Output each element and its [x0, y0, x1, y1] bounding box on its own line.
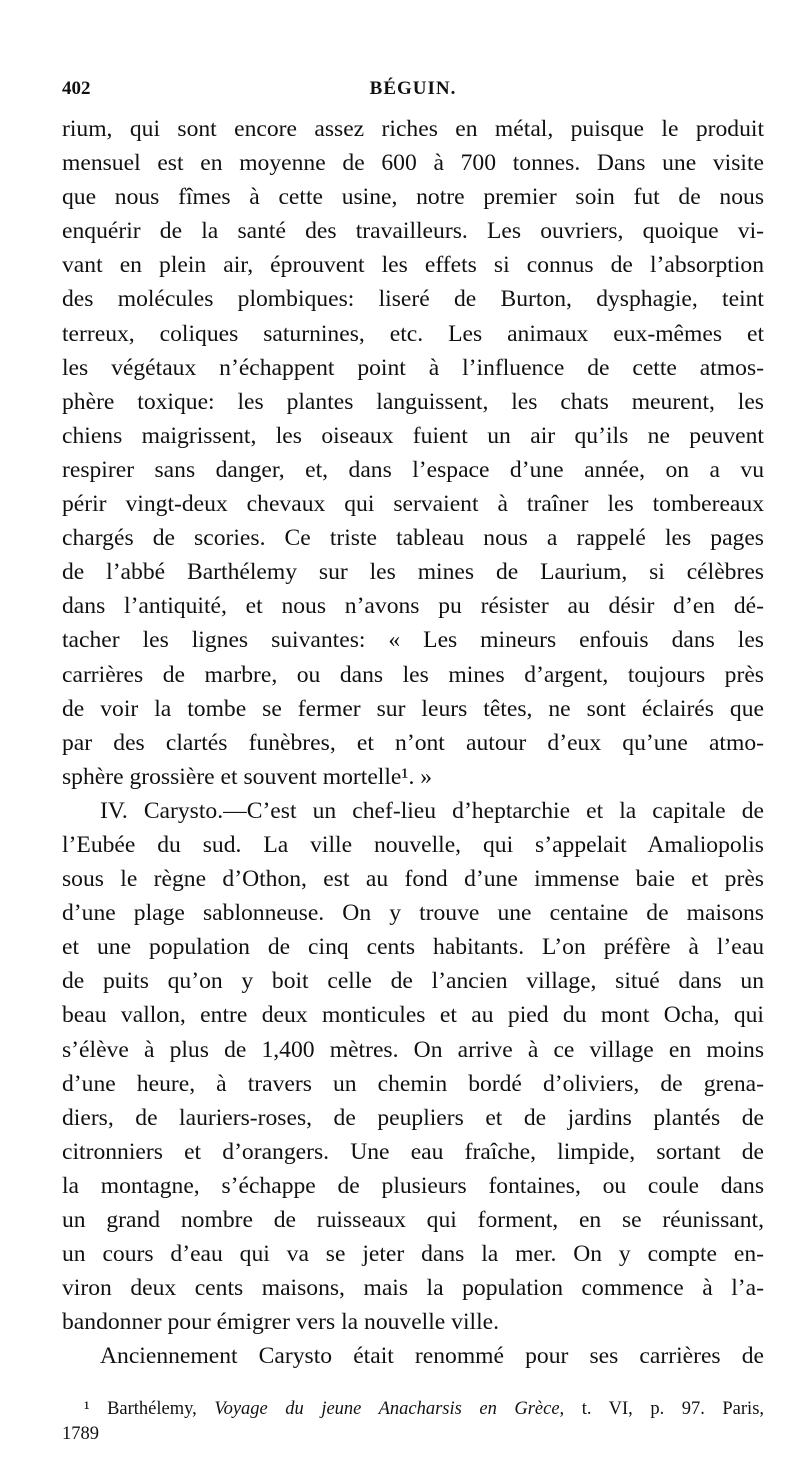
text-line: la montagne, s’échappe de plusieurs fontaines, ou coule dans [62, 1172, 764, 1199]
text-line: IV. Carysto.—C’est un chef-lieu d’heptarchie et la capitale de [100, 797, 764, 824]
text-line: et une population de cinq cents habitants. L’on préfère à l’eau [62, 934, 764, 961]
paragraph [62, 794, 764, 1340]
text-line: respirer sans danger, et, dans l’espace d’une année, on a vu [62, 456, 764, 483]
text-line: de puits qu’on y boit celle de l’ancien village, situé dans un [62, 968, 764, 995]
footnote-author: Barthélemy, [107, 1399, 197, 1420]
footnote-reference: t. VI, p. 97. Paris, [581, 1399, 765, 1420]
footnote-year: 1789 [62, 1424, 99, 1445]
text-line: viron deux cents maisons, mais la population commence à l’a- [62, 1275, 764, 1302]
running-title: BÉGUIN. [369, 78, 457, 99]
text-line: Anciennement Carysto était renommé pour ses carrières de [100, 1343, 764, 1370]
book-page [62, 70, 764, 1447]
text-line: de l’abbé Barthélemy sur les mines de Laurium, si célèbres [62, 559, 764, 586]
text-line: chiens maigrissent, les oiseaux fuient un air qu’ils ne peuvent [62, 422, 764, 449]
text-line: sphère grossière et souvent mortelle¹. » [62, 763, 433, 790]
text-line: terreux, coliques saturnines, etc. Les animaux eux-mêmes et [62, 320, 764, 347]
text-line: un grand nombre de ruisseaux qui forment, en se réunissant, [62, 1207, 764, 1233]
text-line: chargés de scories. Ce triste tableau nous a rappelé les pages [62, 525, 764, 552]
text-line: beau vallon, entre deux monticules et au pied du mont Ocha, qui [62, 1002, 764, 1029]
footnote-separator [62, 1373, 764, 1397]
text-line: que nous fîmes à cette usine, notre premier soin fut de nous [62, 184, 764, 211]
text-line: mensuel est en moyenne de 600 à 700 tonnes. Dans une visite [62, 150, 764, 177]
footnote-line [62, 1397, 764, 1422]
text-line: des molécules plombiques: liseré de Burton, dysphagie, teint [62, 286, 764, 313]
text-line: d’une heure, à travers un chemin bordé d’oliviers, de grena- [62, 1070, 764, 1097]
text-line: carrières de marbre, ou dans les mines d’argent, toujours près [62, 661, 764, 688]
text-line: de voir la tombe se fermer sur leurs têtes, ne sont éclairés que [62, 695, 764, 722]
text-line: citronniers et d’orangers. Une eau fraîche, limpide, sortant de [62, 1138, 764, 1165]
text-line: dans l’antiquité, et nous n’avons pu résister au désir d’en dé- [62, 593, 764, 620]
paragraph [62, 112, 764, 794]
page-header [62, 70, 764, 100]
text-line: sous le règne d’Othon, est au fond d’une immense baie et près [62, 866, 764, 893]
text-line: les végétaux n’échappent point à l’influence de cette atmos- [62, 354, 764, 381]
footnote-line [62, 1422, 764, 1447]
text-line: bandonner pour émigrer vers la nouvelle ville. [62, 1309, 499, 1336]
body-text [62, 112, 764, 1373]
paragraph [62, 1339, 764, 1373]
text-line: d’une plage sablonneuse. On y trouve une centaine de maisons [62, 900, 764, 927]
text-line: rium, qui sont encore assez riches en métal, puisque le produit [62, 116, 764, 142]
text-line: un cours d’eau qui va se jeter dans la mer. On y compte en- [62, 1241, 764, 1268]
text-line: s’élève à plus de 1,400 mètres. On arrive à ce village en moins [62, 1036, 764, 1063]
page-number: 402 [62, 78, 91, 99]
text-line: phère toxique: les plantes languissent, les chats meurent, les [62, 388, 764, 415]
footnote-title: Voyage du jeune Anacharsis en Grèce, [214, 1399, 565, 1420]
text-line: périr vingt-deux chevaux qui servaient à traîner les tombereaux [62, 491, 764, 518]
text-line: tacher les lignes suivantes: « Les mineurs enfouis dans les [62, 627, 764, 654]
text-line: par des clartés funèbres, et n’ont autour d’eux qu’une atmo- [62, 729, 764, 756]
text-line: l’Eubée du sud. La ville nouvelle, qui s’appelait Amaliopolis [62, 831, 764, 858]
text-line: vant en plein air, éprouvent les effets si connus de l’absorption [62, 252, 764, 279]
footnote-marker: ¹ [84, 1399, 90, 1420]
footnote [62, 1397, 764, 1447]
text-line: enquérir de la santé des travailleurs. Les ouvriers, quoique vi- [62, 218, 764, 245]
text-line: diers, de lauriers-roses, de peupliers et de jardins plantés de [62, 1104, 764, 1131]
